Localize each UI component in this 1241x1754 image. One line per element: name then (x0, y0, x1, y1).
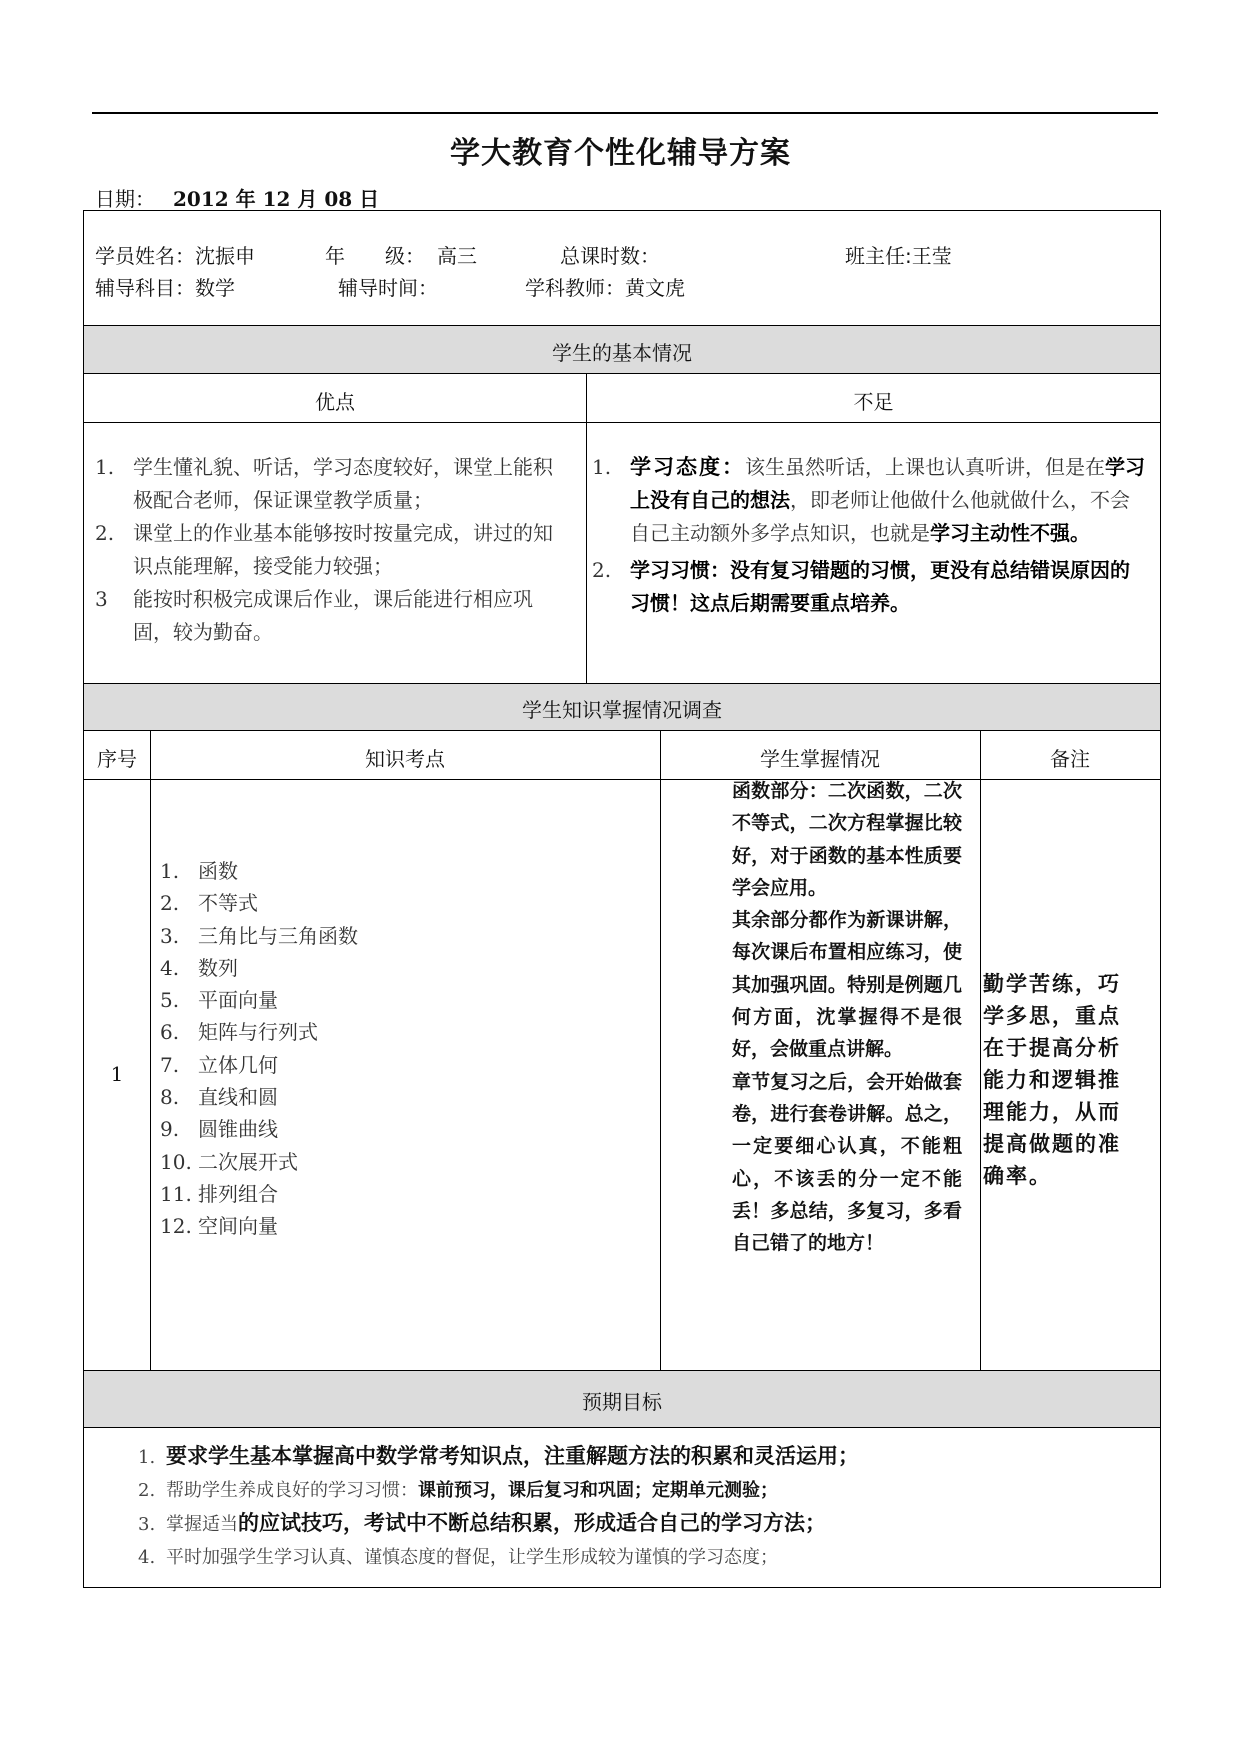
column-divider (586, 373, 587, 683)
goals-list (138, 1440, 859, 1574)
list-item: 12. 空间向量 (160, 1214, 278, 1239)
strengths-heading: 优点 (315, 390, 355, 414)
list-item: 4. 平时加强学生学习认真、谨慎态度的督促，让学生形成较为谨慎的学习态度； (138, 1547, 778, 1568)
date-value: 2012 年 12 月 08 日 (173, 187, 380, 211)
col-mastery-header: 学生掌握情况 (760, 747, 880, 771)
col-no-header: 序号 (97, 747, 137, 771)
list-item: 8. 直线和圆 (160, 1085, 278, 1110)
col-points-header: 知识考点 (365, 747, 445, 771)
document-title: 学大教育个性化辅导方案 (450, 136, 791, 171)
divider (83, 422, 1161, 423)
goals-heading: 预期目标 (582, 1390, 662, 1414)
list-item: 4. 数列 (160, 955, 238, 980)
subject-teacher: 学科教师：黄文虎 (525, 276, 685, 300)
list-item: 3. 掌握适当的应试技巧，考试中不断总结积累，形成适合自己的学习方法； (138, 1511, 826, 1535)
list-item: 10. 二次展开式 (160, 1149, 298, 1174)
list-item: 2. 帮助学生养成良好的学习习惯：课前预习，课后复习和巩固；定期单元测验； (138, 1480, 778, 1501)
column-divider (660, 730, 661, 1370)
tutor-subject: 辅导科目：数学 (95, 276, 235, 300)
list-item: 1. 要求学生基本掌握高中数学常考知识点，注重解题方法的积累和灵活运用； (138, 1444, 859, 1468)
list-item: 5. 平面向量 (160, 988, 278, 1013)
list-item: 2. 课堂上的作业基本能够按时按量完成，讲过的知识点能理解，接受能力较强； (95, 521, 553, 578)
list-item: 9. 圆锥曲线 (160, 1117, 278, 1142)
basic-heading: 学生的基本情况 (552, 341, 692, 365)
date-line (95, 183, 379, 212)
mastery-paragraph: 函数部分：二次函数，二次不等式，二次方程掌握比较好，对于函数的基本性质要学会应用。 (732, 780, 962, 899)
student-name: 学员姓名：沈振申 (95, 244, 255, 268)
row-number: 1 (110, 1062, 124, 1086)
mastery-notes (732, 775, 962, 1259)
weaknesses-heading: 不足 (853, 390, 894, 414)
column-divider (980, 730, 981, 1370)
divider (83, 373, 1161, 374)
strengths-list (95, 451, 570, 649)
list-item: 11. 排列组合 (160, 1181, 278, 1206)
list-item: 2. 不等式 (160, 891, 258, 916)
list-item: 1. 函数 (160, 859, 238, 883)
top-rule (92, 112, 1158, 114)
head-teacher: 班主任:王莹 (845, 244, 952, 268)
tutor-time: 辅导时间： (338, 276, 438, 300)
list-item: 7. 立体几何 (160, 1052, 278, 1077)
mastery-paragraph: 章节复习之后，会开始做套卷，进行套卷讲解。总之，一定要细心认真，不能粗心，不该丢的分一定不能丢！多总结，多复习，多看自己错了的地方！ (732, 1070, 962, 1255)
remark-text: 勤学苦练，巧学多思，重点在于提高分析能力和逻辑推理能力，从而提高做题的准确率。 (983, 972, 1121, 1188)
list-item: 1. 学生懂礼貌、听话，学习态度较好，课堂上能积极配合老师，保证课堂教学质量； (95, 455, 553, 512)
mastery-paragraph: 其余部分都作为新课讲解，每次课后布置相应练习，使其加强巩固。特别是例题几何方面，沈掌握得不是很好，会做重点讲解。 (732, 909, 962, 1061)
divider (83, 1427, 1161, 1428)
divider (83, 730, 1161, 731)
list-item: 3 能按时积极完成课后作业，课后能进行相应巩固，较为勤奋。 (95, 587, 533, 644)
list-item: 3. 三角比与三角函数 (160, 923, 358, 948)
divider (83, 779, 1161, 780)
weaknesses-list (592, 451, 1145, 620)
grade-label: 年 级： (325, 244, 425, 268)
col-remark-header: 备注 (1050, 747, 1090, 771)
grade-value: 高三 (437, 244, 477, 268)
date-label: 日期： (95, 187, 155, 211)
total-hours: 总课时数： (560, 244, 660, 268)
knowledge-points-list (160, 855, 358, 1243)
list-item: 1. 学习态度：该生虽然听话，上课也认真听讲，但是在学习上没有自己的想法，即老师让他做什么他就做什么，不会自己主动额外多学点知识，也就是学习主动性不强。 (592, 455, 1145, 545)
list-item: 6. 矩阵与行列式 (160, 1020, 318, 1045)
survey-heading: 学生知识掌握情况调查 (522, 698, 722, 722)
column-divider (150, 730, 151, 1370)
list-item: 2. 学习习惯：没有复习错题的习惯，更没有总结错误原因的习惯！这点后期需要重点培养。 (592, 558, 1130, 615)
